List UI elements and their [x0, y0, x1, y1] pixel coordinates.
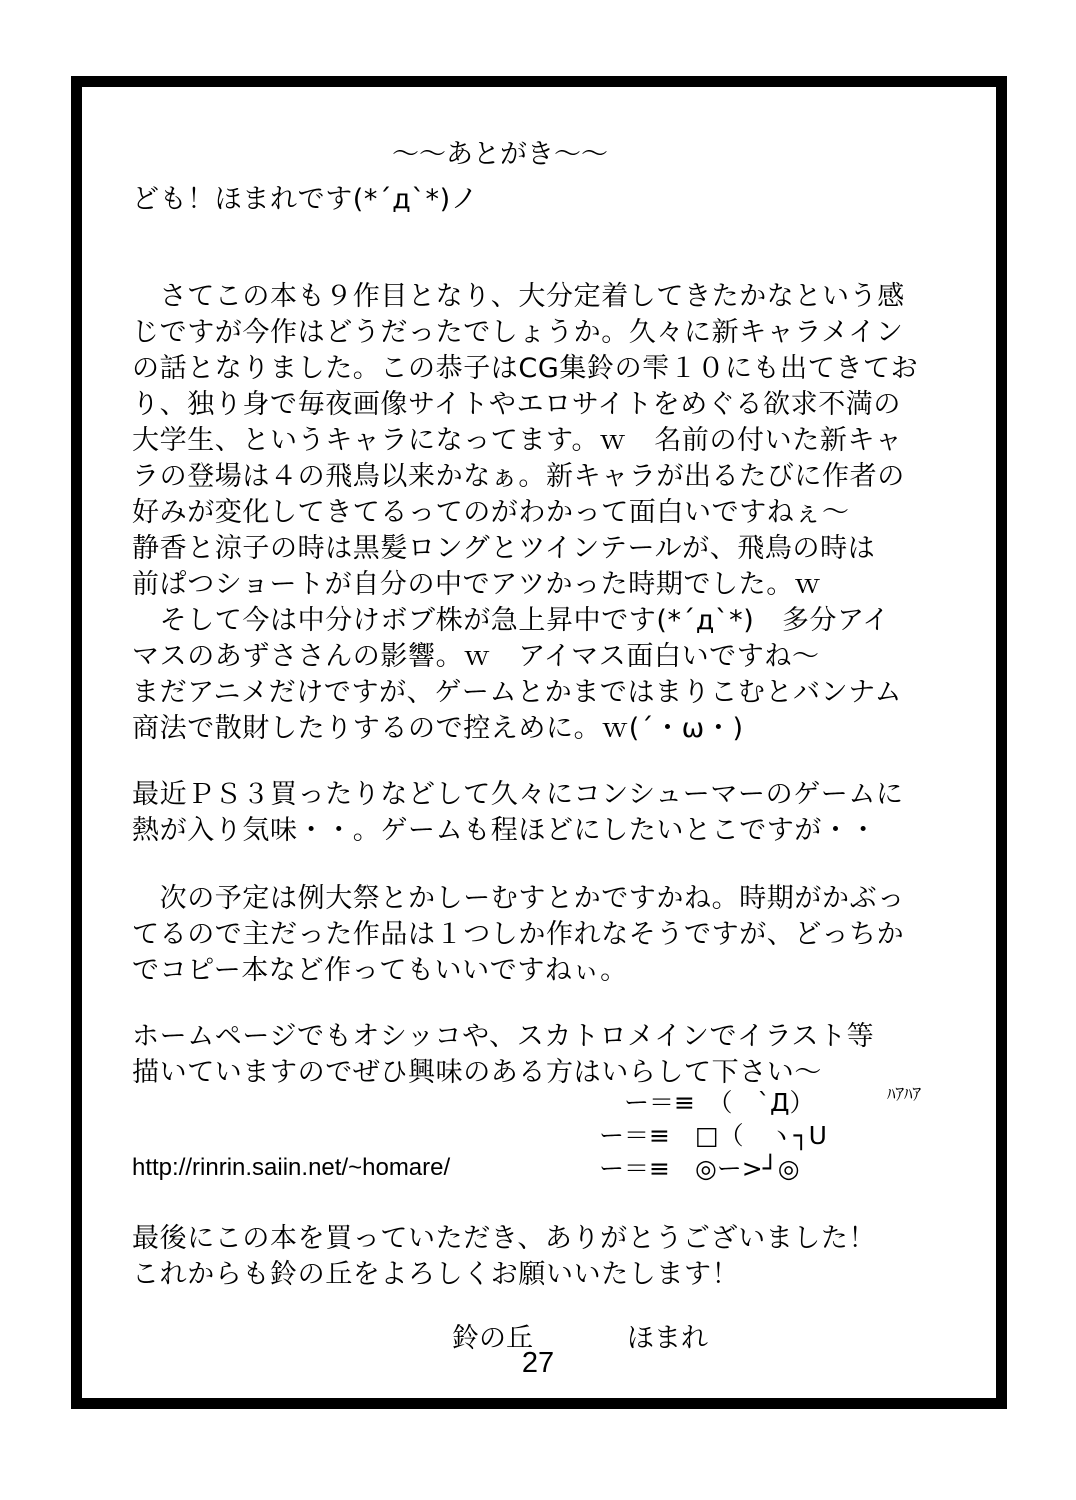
paragraph-1-line: 前ぱつショートが自分の中でアツかった時期でした。ｗ — [132, 569, 822, 600]
paragraph-5-line: これからも鈴の丘をよろしくお願いいたします！ — [132, 1259, 740, 1290]
paragraph-3-line: てるので主だった作品は１つしか作れなそうですが、どっちか — [132, 919, 905, 950]
homepage-url: http://rinrin.saiin.net/~homare/ — [132, 1154, 451, 1181]
paragraph-1-line: さてこの本も９作目となり、大分定着してきたかなという感 — [132, 281, 905, 312]
paragraph-1-line: じですが今作はどうだったでしょうか。久々に新キャラメイン — [132, 317, 904, 348]
paragraph-3-line: でコピー本など作ってもいいですねぃ。 — [132, 955, 628, 986]
ascii-art-row: ー＝≡ □（ ヽ┐U — [599, 1121, 827, 1150]
paragraph-2-line: 最近ＰＳ３買ったりなどして久々にコンシューマーのゲームに — [132, 779, 904, 810]
ascii-art-caption: ﾊｱﾊｱ — [887, 1085, 921, 1105]
ascii-art-row: ー＝≡ （ `Д） — [624, 1088, 815, 1117]
paragraph-2-line: 熱が入り気味・・。ゲームも程ほどにしたいとこですが・・ — [132, 815, 878, 846]
paragraph-4-line: 描いていますのでぜひ興味のある方はいらして下さい～ — [132, 1057, 822, 1088]
paragraph-1-line: 静香と涼子の時は黒髪ロングとツインテールが、飛鳥の時は — [132, 533, 876, 564]
paragraph-1-line: まだアニメだけですが、ゲームとかまではまりこむとバンナム — [132, 677, 903, 708]
page-title: ～～あとがき～～ — [392, 139, 608, 170]
page-number: 27 — [521, 1347, 555, 1379]
paragraph-1-line: 大学生、というキャラになってます。ｗ 名前の付いた新キャ — [132, 425, 903, 456]
paragraph-1-line: ラの登場は４の飛鳥以来かなぁ。新キャラが出るたびに作者の — [132, 461, 905, 492]
paragraph-1-line: そして今は中分けボブ株が急上昇中です(*´д`*) 多分アイ — [132, 605, 890, 636]
paragraph-1-line: り、独り身で毎夜画像サイトやエロサイトをめぐる欲求不満の — [132, 389, 902, 420]
paragraph-1-line: 好みが変化してきてるってのがわかって面白いですねぇ～ — [132, 497, 850, 528]
circle-name: 鈴の丘 — [452, 1323, 533, 1354]
paragraph-1-line: の話となりました。この恭子はCG集鈴の雫１０にも出てきてお — [132, 353, 919, 384]
ascii-art-row: ー＝≡ ◎ー>┘◎ — [599, 1154, 800, 1183]
author-name: ほまれ — [627, 1323, 708, 1354]
paragraph-3-line: 次の予定は例大祭とかしーむすとかですかね。時期がかぶっ — [132, 883, 905, 914]
greeting-line: ども！ほまれです(*´д`*)ノ — [132, 184, 479, 215]
paragraph-5-line: 最後にこの本を買っていただき、ありがとうございました！ — [132, 1223, 877, 1254]
paragraph-4-line: ホームページでもオシッコや、スカトロメインでイラスト等 — [132, 1021, 875, 1052]
paragraph-1-line: マスのあずささんの影響。ｗ アイマス面白いですね～ — [132, 641, 820, 672]
paragraph-1-line: 商法で散財したりするので控えめに。ｗ(´・ω・) — [132, 713, 744, 744]
